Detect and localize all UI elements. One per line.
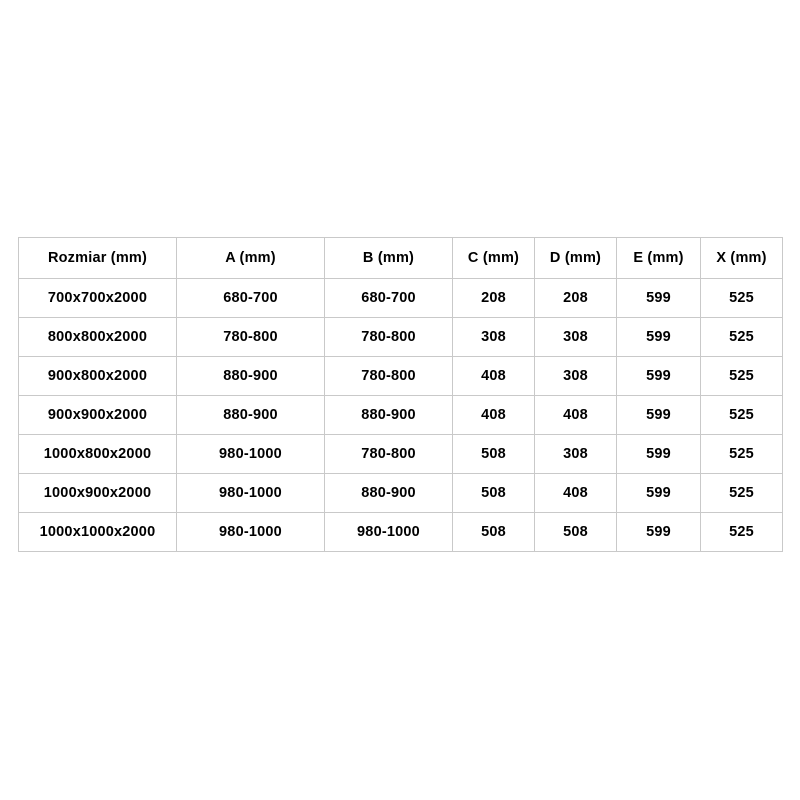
cell-rozmiar: 900x900x2000 — [19, 396, 177, 435]
cell-x: 525 — [701, 318, 783, 357]
cell-rozmiar: 800x800x2000 — [19, 318, 177, 357]
cell-b: 780-800 — [325, 318, 453, 357]
table-row — [19, 357, 783, 396]
cell-c: 508 — [453, 474, 535, 513]
cell-e: 599 — [617, 318, 701, 357]
cell-d: 308 — [535, 357, 617, 396]
table-body — [19, 279, 783, 552]
cell-a: 780-800 — [177, 318, 325, 357]
table-row — [19, 279, 783, 318]
cell-a: 880-900 — [177, 396, 325, 435]
cell-e: 599 — [617, 279, 701, 318]
cell-a: 680-700 — [177, 279, 325, 318]
column-header-d: D (mm) — [535, 238, 617, 279]
column-header-e: E (mm) — [617, 238, 701, 279]
cell-rozmiar: 700x700x2000 — [19, 279, 177, 318]
cell-a: 880-900 — [177, 357, 325, 396]
table-row — [19, 513, 783, 552]
cell-x: 525 — [701, 513, 783, 552]
cell-c: 308 — [453, 318, 535, 357]
table-row — [19, 474, 783, 513]
table-row — [19, 435, 783, 474]
cell-d: 208 — [535, 279, 617, 318]
column-header-x: X (mm) — [701, 238, 783, 279]
cell-b: 880-900 — [325, 474, 453, 513]
cell-e: 599 — [617, 435, 701, 474]
cell-a: 980-1000 — [177, 474, 325, 513]
table-row — [19, 318, 783, 357]
cell-a: 980-1000 — [177, 435, 325, 474]
cell-x: 525 — [701, 279, 783, 318]
cell-d: 508 — [535, 513, 617, 552]
cell-c: 408 — [453, 357, 535, 396]
cell-d: 308 — [535, 435, 617, 474]
cell-e: 599 — [617, 396, 701, 435]
specification-table-container — [18, 237, 782, 552]
specification-table — [18, 237, 783, 552]
column-header-b: B (mm) — [325, 238, 453, 279]
cell-b: 980-1000 — [325, 513, 453, 552]
cell-b: 680-700 — [325, 279, 453, 318]
cell-x: 525 — [701, 396, 783, 435]
cell-x: 525 — [701, 474, 783, 513]
column-header-rozmiar: Rozmiar (mm) — [19, 238, 177, 279]
cell-x: 525 — [701, 435, 783, 474]
cell-rozmiar: 1000x1000x2000 — [19, 513, 177, 552]
cell-d: 308 — [535, 318, 617, 357]
cell-c: 508 — [453, 513, 535, 552]
cell-c: 508 — [453, 435, 535, 474]
column-header-c: C (mm) — [453, 238, 535, 279]
cell-b: 780-800 — [325, 435, 453, 474]
cell-x: 525 — [701, 357, 783, 396]
cell-rozmiar: 1000x800x2000 — [19, 435, 177, 474]
cell-e: 599 — [617, 474, 701, 513]
table-header-row — [19, 238, 783, 279]
cell-e: 599 — [617, 513, 701, 552]
cell-d: 408 — [535, 396, 617, 435]
column-header-a: A (mm) — [177, 238, 325, 279]
cell-c: 408 — [453, 396, 535, 435]
table-header — [19, 238, 783, 279]
cell-c: 208 — [453, 279, 535, 318]
cell-e: 599 — [617, 357, 701, 396]
cell-rozmiar: 900x800x2000 — [19, 357, 177, 396]
cell-a: 980-1000 — [177, 513, 325, 552]
cell-b: 880-900 — [325, 396, 453, 435]
cell-rozmiar: 1000x900x2000 — [19, 474, 177, 513]
cell-b: 780-800 — [325, 357, 453, 396]
cell-d: 408 — [535, 474, 617, 513]
table-row — [19, 396, 783, 435]
